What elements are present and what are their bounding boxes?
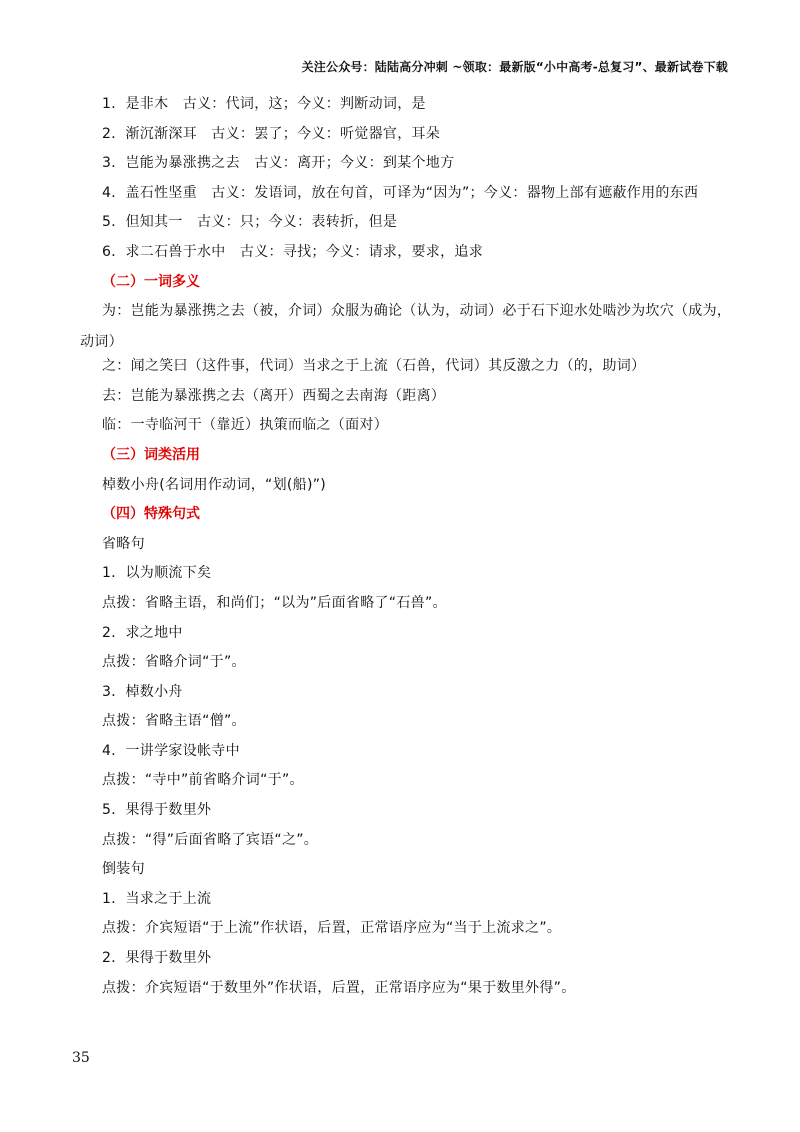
polysemy-zhi: 之：闻之笑曰（这件事，代词）当求之于上流（石兽，代词）其反激之力（的，助词）: [102, 358, 646, 375]
ellipsis-note-5: 点拨：“得”后面省略了宾语“之”。: [102, 831, 319, 848]
page-number: 35: [72, 1050, 90, 1066]
page-header: 关注公众号：陆陆高分冲刺 ~领取：最新版“小中高考-总复习”、最新试卷下载: [301, 60, 728, 74]
ellipsis-item-4: 4．一讲学家设帐寺中: [102, 742, 240, 759]
gujin-item-1: 1．是非木 古义：代词，这；今义：判断动词，是: [102, 96, 426, 112]
ellipsis-note-2: 点拨：省略介词“于”。: [102, 654, 246, 671]
ellipsis-item-2: 2．求之地中: [102, 624, 183, 641]
word-class-item: 棹数小舟(名词用作动词，“划(船)”): [102, 476, 327, 493]
ellipsis-item-3: 3．棹数小舟: [102, 683, 183, 700]
section-heading-polysemy: （二）一词多义: [102, 273, 200, 290]
inversion-item-2: 2．果得于数里外: [102, 950, 212, 967]
gujin-item-3: 3．岂能为暴涨携之去 古义：离开；今义：到某个地方: [102, 155, 455, 172]
document-body: [80, 94, 738, 1007]
ellipsis-item-1: 1．以为顺流下矣: [102, 565, 212, 582]
inversion-subheading: 倒装句: [102, 861, 145, 878]
ellipsis-subheading: 省略句: [102, 535, 145, 552]
section-heading-word-class: （三）词类活用: [102, 446, 200, 463]
polysemy-qu: 去：岂能为暴涨携之去（离开）西蜀之去南海（距离）: [102, 387, 446, 404]
gujin-item-5: 5．但知其一 古义：只；今义：表转折，但是: [102, 214, 398, 231]
ellipsis-note-1: 点拨：省略主语，和尚们；“以为”后面省略了“石兽”。: [102, 594, 447, 611]
gujin-item-2: 2．渐沉渐深耳 古义：罢了；今义：听觉器官，耳朵: [102, 125, 441, 142]
gujin-item-6: 6．求二石兽于水中 古义：寻找；今义：请求，要求，追求: [102, 243, 484, 260]
gujin-item-4: 4．盖石性坚重 古义：发语词，放在句首，可译为“因为”；今义：器物上部有遮蔽作用的东西: [102, 184, 699, 201]
ellipsis-note-4: 点拨：“寺中”前省略介词“于”。: [102, 772, 304, 789]
ellipsis-item-5: 5．果得于数里外: [102, 802, 212, 819]
polysemy-lin: 临：一寺临河干（靠近）执策而临之（面对）: [102, 417, 388, 434]
section-heading-special-sentences: （四）特殊句式: [102, 506, 200, 523]
inversion-note-2: 点拨：介宾短语“于数里外”作状语，后置，正常语序应为“果于数里外得”。: [102, 979, 576, 996]
inversion-item-1: 1．当求之于上流: [102, 890, 212, 907]
inversion-note-1: 点拨：介宾短语“于上流”作状语，后置，正常语序应为“当于上流求之”。: [102, 920, 562, 937]
polysemy-wei: 为：岂能为暴涨携之去（被，介词）众服为确论（认为，动词）必于石下迎水处啮沙为坎穴（成为，动词）: [80, 303, 732, 351]
ellipsis-note-3: 点拨：省略主语“僧”。: [102, 713, 246, 730]
